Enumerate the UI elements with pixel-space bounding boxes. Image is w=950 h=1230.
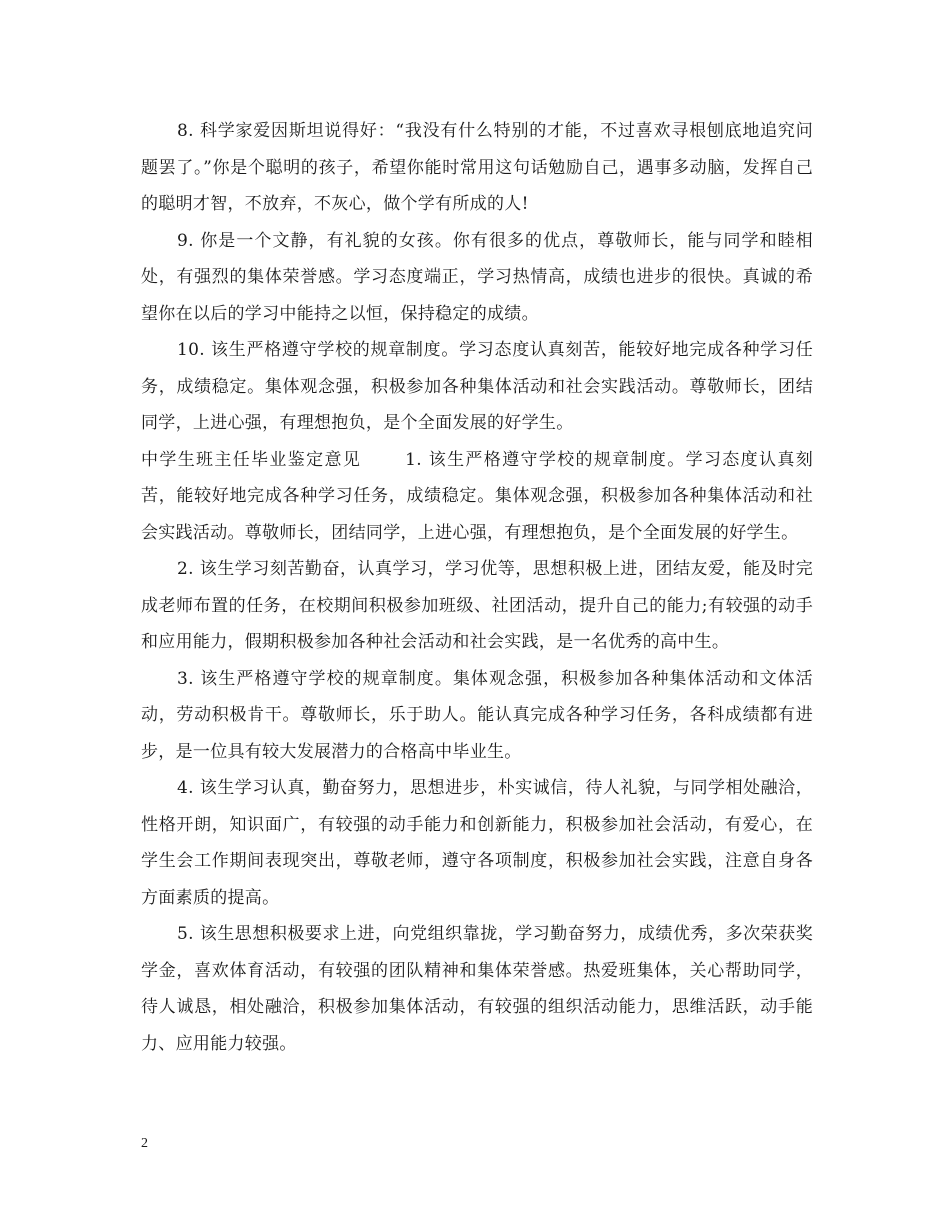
paragraph-8: 8. 科学家爱因斯坦说得好：“我没有什么特别的才能，不过喜欢寻根刨底地追究问题罢了。”你是个聪明的孩子，希望你能时常用这句话勉励自己，遇事多动脑，发挥自己的聪明才智，不放弃，不灰心，做个学有所成的人! xyxy=(141,121,813,214)
document-body xyxy=(141,113,813,1062)
page-number: 2 xyxy=(141,1136,148,1151)
section-item-2: 2. 该生学习刻苦勤奋，认真学习，学习优等，思想积极上进，团结友爱，能及时完成老师布置的任务，在校期间积极参加班级、社团活动，提升自己的能力;有较强的动手和应用能力，假期积极参加各种社会活动和社会实践，是一名优秀的高中生。 xyxy=(141,559,813,652)
paragraph-10: 10. 该生严格遵守学校的规章制度。学习态度认真刻苦，能较好地完成各种学习任务，成绩稳定。集体观念强，积极参加各种集体活动和社会实践活动。尊敬师长，团结同学，上进心强，有理想抱负，是个全面发展的好学生。 xyxy=(141,340,813,433)
section-item-1: 1. 该生严格遵守学校的规章制度。学习态度认真刻苦，能较好地完成各种学习任务，成绩稳定。集体观念强，积极参加各种集体活动和社会实践活动。尊敬师长，团结同学，上进心强，有理想抱负，是个全面发展的好学生。 xyxy=(141,449,813,543)
section-intro-paragraph xyxy=(141,442,813,552)
section-heading: 中学生班主任毕业鉴定意见 xyxy=(141,449,362,470)
section-item-3: 3. 该生严格遵守学校的规章制度。集体观念强，积极参加各种集体活动和文体活动，劳动积极肯干。尊敬师长，乐于助人。能认真完成各种学习任务，各科成绩都有进步，是一位具有较大发展潜力的合格高中毕业生。 xyxy=(141,668,813,762)
section-item-5: 5. 该生思想积极要求上进，向党组织靠拢，学习勤奋努力，成绩优秀，多次荣获奖学金，喜欢体育活动，有较强的团队精神和集体荣誉感。热爱班集体，关心帮助同学，待人诚恳，相处融洽，积极参加集体活动，有较强的组织活动能力，思维活跃，动手能力、应用能力较强。 xyxy=(141,924,813,1054)
paragraph-9: 9. 你是一个文静，有礼貌的女孩。你有很多的优点，尊敬师长，能与同学和睦相处，有强烈的集体荣誉感。学习态度端正，学习热情高，成绩也进步的很快。真诚的希望你在以后的学习中能持之以恒，保持稳定的成绩。 xyxy=(141,230,813,324)
section-item-4: 4. 该生学习认真，勤奋努力，思想进步，朴实诚信，待人礼貌，与同学相处融洽，性格开朗，知识面广，有较强的动手能力和创新能力，积极参加社会活动，有爱心，在学生会工作期间表现突出，尊敬老师，遵守各项制度，积极参加社会实践，注意自身各方面素质的提高。 xyxy=(141,778,813,908)
